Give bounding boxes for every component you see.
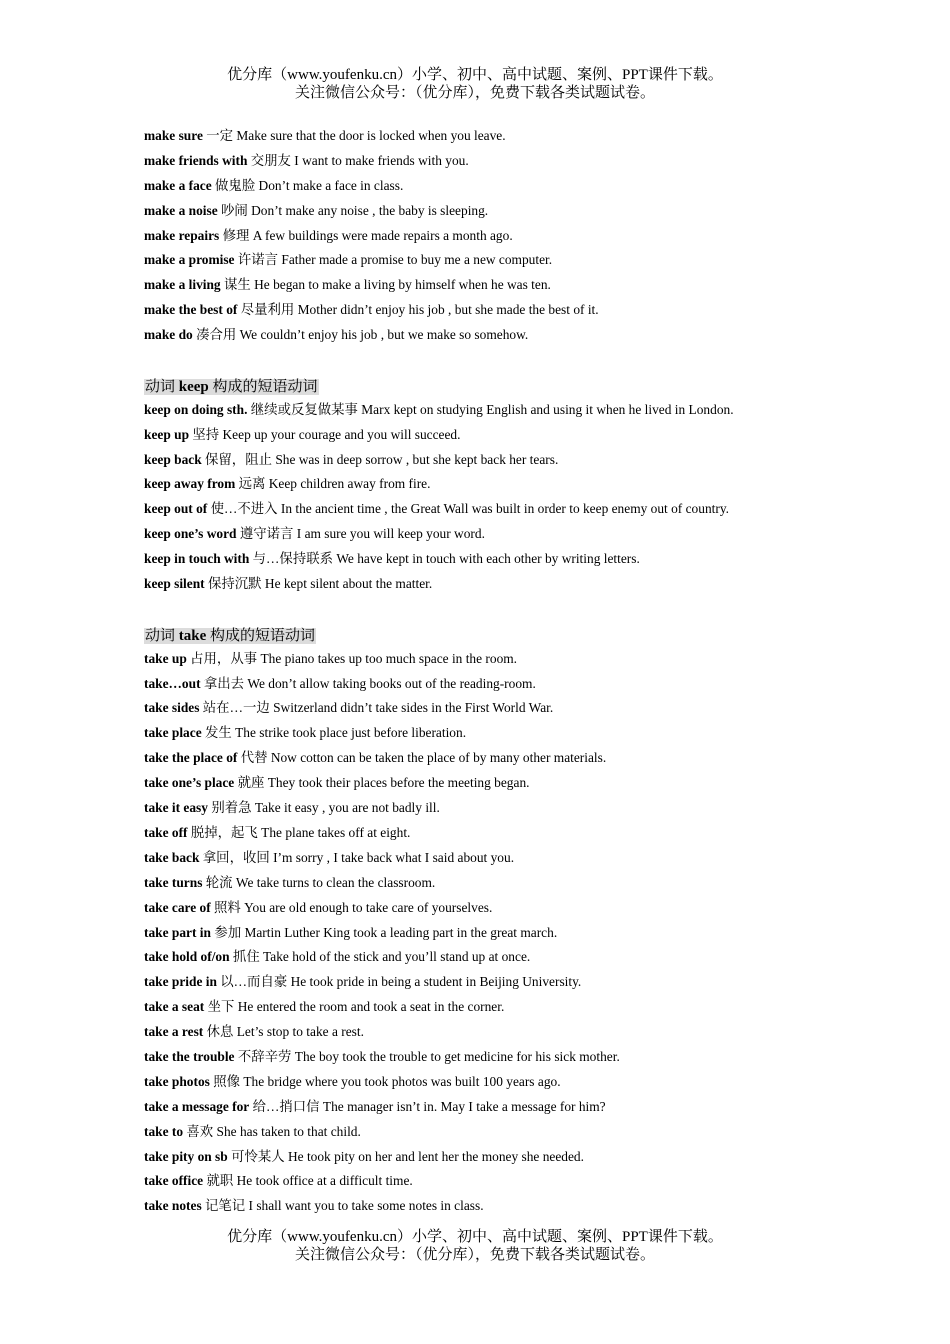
phrase-entry [144, 1072, 844, 1097]
phrase-term: take care of [144, 899, 211, 915]
take-phrase-list [144, 649, 844, 1221]
phrase-entry [144, 1147, 844, 1172]
phrase-term: make a living [144, 277, 221, 293]
phrase-term: keep up [144, 426, 190, 442]
phrase-definition: 可怜某人 He took pity on her and lent her the money she needed. [227, 1148, 584, 1164]
phrase-term: take it easy [144, 800, 208, 816]
phrase-entry [144, 325, 844, 350]
phrase-definition: 休息 Let’s stop to take a rest. [203, 1024, 364, 1040]
phrase-term: take pride in [144, 974, 217, 990]
phrase-term: keep back [144, 451, 202, 467]
phrase-definition: 照像 The bridge where you took photos was built 100 years ago. [209, 1073, 561, 1089]
phrase-entry [144, 450, 844, 475]
phrase-term: take the place of [144, 750, 238, 766]
phrase-definition: 一定 Make sure that the door is locked when you leave. [202, 128, 506, 143]
phrase-term: make sure [144, 128, 203, 143]
section-heading-keep [144, 375, 844, 400]
section-heading-highlight [144, 379, 319, 395]
phrase-term: make do [144, 327, 193, 343]
header-line-2: 关注微信公众号：（优分库），免费下载各类试题试卷。 [294, 85, 655, 101]
phrase-definition: 与…保持联系 We have kept in touch with each other by writing letters. [249, 551, 640, 567]
phrase-entry [144, 972, 844, 997]
phrase-entry [144, 574, 844, 599]
phrase-entry [144, 923, 844, 948]
phrase-entry [144, 649, 844, 674]
phrase-entry [144, 1196, 844, 1221]
phrase-term: make repairs [144, 227, 220, 243]
phrase-definition: 占用，从事 The piano takes up too much space in the room. [186, 650, 518, 666]
phrase-definition: 轮流 We take turns to clean the classroom. [202, 874, 436, 890]
phrase-entry [144, 250, 844, 275]
phrase-term: take…out [144, 675, 201, 691]
phrase-term: make friends with [144, 152, 248, 168]
phrase-term: take a message for [144, 1098, 250, 1114]
header-line-1: 优分库（www.youfenku.cn）小学、初中、高中试题、案例、PPT课件下载。 [227, 67, 723, 83]
phrase-entry [144, 823, 844, 848]
phrase-definition: 保持沉默 He kept silent about the matter. [204, 576, 433, 592]
phrase-definition: 谋生 He began to make a living by himself when he was ten. [220, 277, 551, 293]
phrase-definition: 喜欢 She has taken to that child. [183, 1123, 361, 1139]
phrase-definition: 保留，阻止 She was in deep sorrow , but she kept back her tears. [201, 451, 559, 467]
phrase-definition: 站在…一边 Switzerland didn’t take sides in the First World War. [199, 700, 554, 716]
phrase-definition: 拿回，收回 I’m sorry , I take back what I said about you. [199, 849, 515, 865]
phrase-term: take sides [144, 700, 200, 716]
phrase-definition: 修理 A few buildings were made repairs a month ago. [219, 227, 513, 243]
phrase-entry [144, 1122, 844, 1147]
phrase-definition: 凑合用 We couldn’t enjoy his job , but we make so somehow. [192, 327, 529, 343]
phrase-term: keep away from [144, 476, 236, 492]
phrase-definition: 遵守诺言 I am sure you will keep your word. [236, 526, 485, 542]
phrase-term: make a noise [144, 202, 218, 218]
section-heading-highlight [144, 628, 316, 644]
phrase-definition: 坚持 Keep up your courage and you will succeed. [189, 426, 461, 442]
phrase-definition: 不辞辛劳 The boy took the trouble to get medicine for his sick mother. [234, 1048, 620, 1064]
phrase-term: take to [144, 1123, 184, 1139]
make-phrase-list [144, 126, 844, 350]
phrase-entry [144, 773, 844, 798]
phrase-term: take one’s place [144, 775, 235, 791]
phrase-definition: 代替 Now cotton can be taken the place of by many other materials. [237, 750, 607, 766]
phrase-term: keep on doing sth. [144, 401, 248, 417]
phrase-definition: 使…不进入 In the ancient time , the Great Wall was built in order to keep enemy out of country. [207, 501, 729, 517]
phrase-entry [144, 748, 844, 773]
phrase-definition: 记笔记 I shall want you to take some notes in class. [201, 1198, 484, 1214]
phrase-entry [144, 425, 844, 450]
phrase-term: take back [144, 849, 200, 865]
phrase-definition: 脱掉，起飞 The plane takes off at eight. [187, 824, 411, 840]
heading-suffix: 构成的短语动词 [208, 378, 318, 395]
phrase-entry [144, 126, 844, 151]
heading-verb: keep [178, 378, 209, 395]
phrase-definition: 以…而自豪 He took pride in being a student in Beijing University. [216, 974, 582, 990]
phrase-definition: 发生 The strike took place just before liberation. [201, 725, 467, 741]
phrase-definition: 尽量利用 Mother didn’t enjoy his job , but she made the best of it. [237, 302, 599, 318]
phrase-term: keep silent [144, 576, 205, 592]
phrase-entry [144, 226, 844, 251]
phrase-entry [144, 151, 844, 176]
phrase-entry [144, 400, 844, 425]
page-header [0, 66, 950, 102]
phrase-entry [144, 698, 844, 723]
phrase-term: take pity on sb [144, 1148, 228, 1164]
phrase-entry [144, 674, 844, 699]
keep-phrase-list [144, 400, 844, 599]
phrase-entry [144, 873, 844, 898]
phrase-term: take part in [144, 924, 211, 940]
phrase-entry [144, 275, 844, 300]
phrase-entry [144, 499, 844, 524]
phrase-term: make a promise [144, 252, 235, 268]
phrase-definition: 就座 They took their places before the meeting began. [234, 775, 530, 791]
phrase-entry [144, 1171, 844, 1196]
phrase-entry [144, 848, 844, 873]
phrase-term: take a seat [144, 999, 205, 1015]
phrase-term: take off [144, 824, 188, 840]
phrase-term: take office [144, 1173, 204, 1189]
phrase-definition: 许诺言 Father made a promise to buy me a new computer. [234, 252, 553, 268]
document-body [144, 126, 844, 1221]
phrase-entry [144, 300, 844, 325]
phrase-term: keep out of [144, 501, 208, 517]
phrase-term: keep in touch with [144, 551, 250, 567]
phrase-entry [144, 898, 844, 923]
phrase-term: take turns [144, 874, 203, 890]
heading-prefix: 动词 [145, 627, 179, 644]
page-footer [0, 1228, 950, 1264]
phrase-entry [144, 1022, 844, 1047]
phrase-term: take a rest [144, 1024, 204, 1040]
phrase-term: take the trouble [144, 1048, 235, 1064]
phrase-term: take photos [144, 1073, 210, 1089]
phrase-term: keep one’s word [144, 526, 237, 542]
phrase-term: take up [144, 650, 187, 666]
phrase-definition: 交朋友 I want to make friends with you. [247, 152, 469, 168]
phrase-entry [144, 947, 844, 972]
phrase-entry [144, 201, 844, 226]
phrase-definition: 别着急 Take it easy , you are not badly ill. [207, 800, 440, 816]
phrase-term: make the best of [144, 302, 238, 318]
heading-prefix: 动词 [145, 378, 179, 395]
phrase-entry [144, 524, 844, 549]
phrase-entry [144, 1097, 844, 1122]
phrase-term: make a face [144, 177, 212, 193]
section-heading-take [144, 624, 844, 649]
phrase-definition: 拿出去 We don’t allow taking books out of the reading-room. [200, 675, 536, 691]
phrase-entry [144, 549, 844, 574]
phrase-definition: 继续或反复做某事 Marx kept on studying English and using it when he lived in London. [247, 401, 734, 417]
phrase-definition: 吵闹 Don’t make any noise , the baby is sleeping. [217, 202, 489, 218]
phrase-entry [144, 723, 844, 748]
phrase-definition: 给…捎口信 The manager isn’t in. May I take a message for him? [249, 1098, 606, 1114]
section-spacer [144, 599, 844, 624]
phrase-entry [144, 798, 844, 823]
phrase-term: take notes [144, 1198, 202, 1214]
phrase-term: take hold of/on [144, 949, 230, 965]
phrase-entry [144, 997, 844, 1022]
phrase-entry [144, 474, 844, 499]
phrase-entry [144, 176, 844, 201]
heading-verb: take [178, 627, 207, 644]
section-spacer [144, 350, 844, 375]
phrase-term: take place [144, 725, 202, 741]
phrase-entry [144, 1047, 844, 1072]
phrase-definition: 坐下 He entered the room and took a seat in the corner. [204, 999, 505, 1015]
phrase-definition: 抓住 Take hold of the stick and you’ll stand up at once. [229, 949, 531, 965]
footer-line-1: 优分库（www.youfenku.cn）小学、初中、高中试题、案例、PPT课件下载。 [227, 1229, 723, 1245]
phrase-definition: 远离 Keep children away from fire. [235, 476, 431, 492]
phrase-definition: 照料 You are old enough to take care of yourselves. [210, 899, 493, 915]
heading-suffix: 构成的短语动词 [206, 627, 316, 644]
footer-line-2: 关注微信公众号：（优分库），免费下载各类试题试卷。 [294, 1247, 655, 1263]
phrase-definition: 参加 Martin Luther King took a leading part in the great march. [210, 924, 558, 940]
phrase-definition: 做鬼脸 Don’t make a face in class. [211, 177, 404, 193]
phrase-definition: 就职 He took office at a difficult time. [203, 1173, 413, 1189]
